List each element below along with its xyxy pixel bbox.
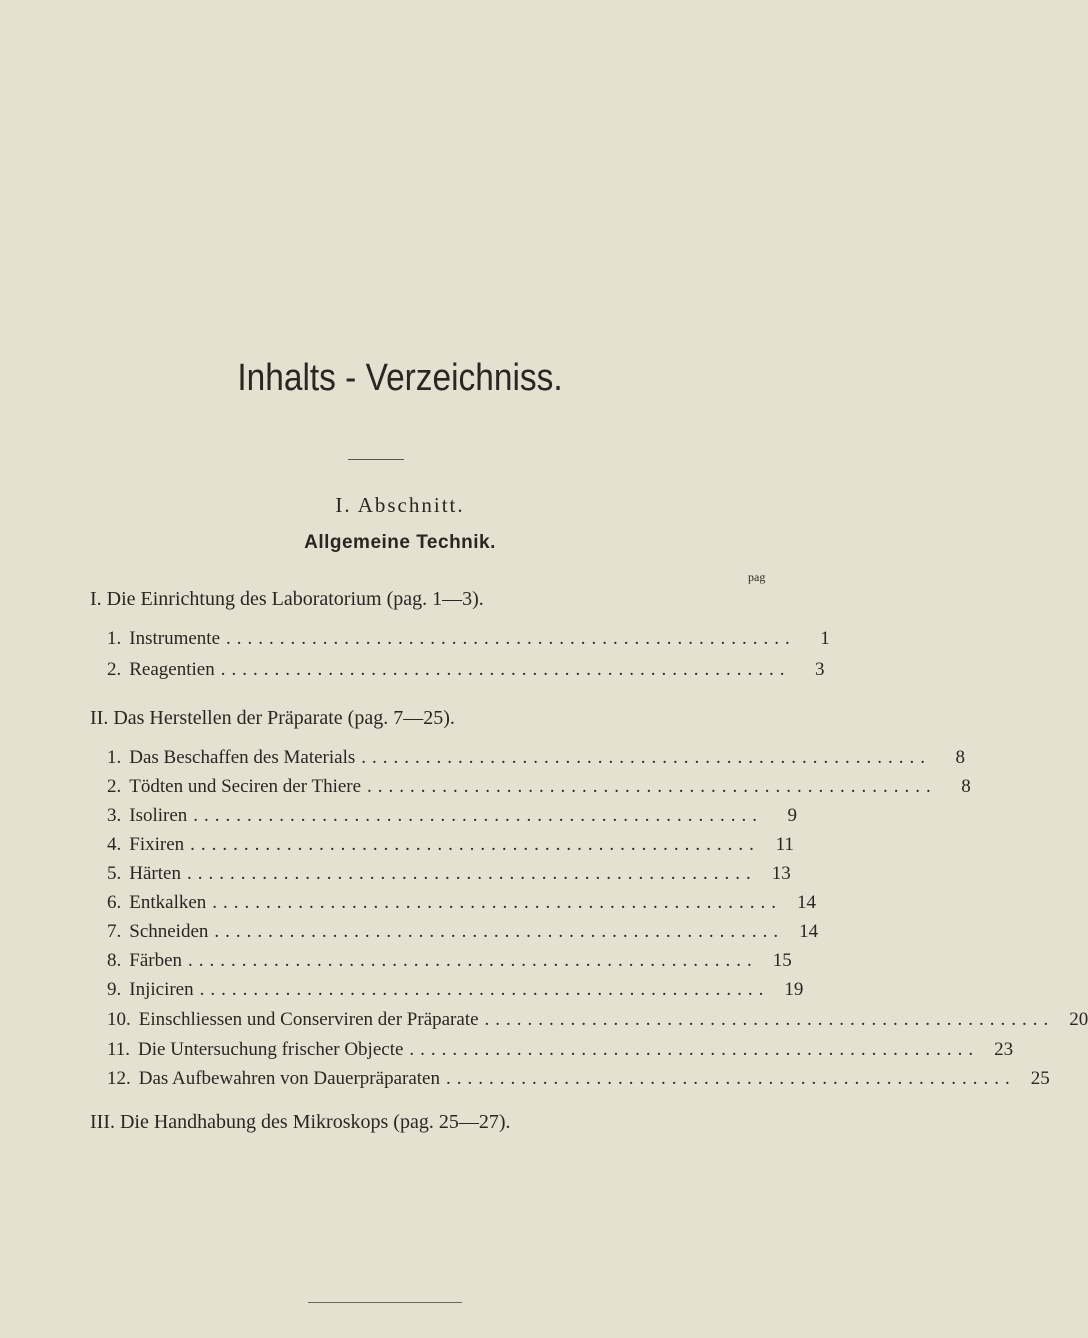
entry-number: 8. [107, 950, 122, 971]
leader-dots: ..................................................... [445, 1068, 1016, 1089]
entry-number: 3. [107, 805, 122, 826]
entry-number: 9. [107, 979, 122, 1000]
section-heading: I. Abschnitt. [335, 493, 465, 517]
entry-page: 14 [799, 921, 819, 942]
entry-page: 25 [1030, 1068, 1050, 1089]
bottom-divider [308, 1302, 462, 1303]
toc-entry [107, 863, 791, 885]
entry-number: 11. [107, 1039, 131, 1060]
group-heading: I. Die Einrichtung des Laboratorium (pag. 1—3). [90, 588, 484, 610]
toc-entry [107, 834, 794, 856]
leader-dots: ..................................................... [186, 863, 757, 884]
toc-entry [107, 921, 819, 943]
entry-number: 5. [107, 863, 122, 884]
entry-label: Einschliessen und Conserviren der Präparate [138, 1009, 479, 1030]
leader-dots: ..................................................... [361, 747, 931, 768]
toc-entry [107, 950, 792, 972]
entry-label: Entkalken [129, 892, 207, 913]
leader-dots: ..................................................... [409, 1039, 980, 1060]
entry-number: 1. [107, 628, 122, 649]
entry-number: 7. [107, 921, 122, 942]
entry-page: 9 [787, 805, 798, 826]
leader-dots: ..................................................... [188, 950, 758, 971]
entry-label: Injiciren [129, 979, 194, 1000]
leader-dots: ..................................................... [220, 659, 791, 680]
leader-dots: ..................................................... [484, 1009, 1055, 1030]
leader-dots: ..................................................... [367, 776, 937, 797]
toc-entry [107, 628, 830, 650]
entry-label: Färben [129, 950, 183, 971]
entry-label: Das Beschaffen des Materials [129, 747, 356, 768]
entry-number: 10. [107, 1009, 131, 1030]
entry-label: Tödten und Seciren der Thiere [129, 776, 362, 797]
page-title: Inhalts - Verzeichniss. [237, 357, 563, 399]
entry-page: 3 [814, 659, 825, 680]
entry-page: 11 [775, 834, 794, 855]
entry-page: 14 [797, 892, 817, 913]
leader-dots: ..................................................... [190, 834, 760, 855]
leader-dots: ..................................................... [199, 979, 770, 1000]
entry-page: 19 [784, 979, 804, 1000]
entry-page: 8 [955, 747, 965, 768]
group-heading: III. Die Handhabung des Mikroskops (pag. 25—27). [90, 1111, 511, 1133]
entry-page: 1 [820, 628, 830, 649]
entry-label: Isoliren [129, 805, 188, 826]
entry-page: 8 [961, 776, 971, 797]
toc-entry [107, 659, 825, 681]
entry-number: 12. [107, 1068, 131, 1089]
entry-label: Die Untersuchung frischer Objecte [138, 1039, 404, 1060]
toc-entry [107, 979, 804, 1001]
page-column-label: pag [748, 570, 766, 584]
title-divider [348, 459, 404, 460]
entry-number: 1. [107, 747, 122, 768]
entry-label: Reagentien [129, 659, 215, 680]
toc-entry [107, 1009, 1088, 1031]
toc-entry [107, 805, 798, 827]
section-subtitle: Allgemeine Technik. [304, 532, 496, 553]
toc-entry [107, 776, 971, 798]
toc-entry [107, 1068, 1050, 1090]
toc-entry [107, 892, 817, 914]
entry-number: 2. [107, 776, 122, 797]
entry-page: 13 [771, 863, 791, 884]
leader-dots: ..................................................... [212, 892, 783, 913]
entry-page: 20 [1069, 1009, 1088, 1030]
entry-page: 23 [994, 1039, 1014, 1060]
entry-number: 2. [107, 659, 122, 680]
leader-dots: ..................................................... [214, 921, 785, 942]
leader-dots: ..................................................... [226, 628, 796, 649]
toc-entry [107, 1039, 1014, 1061]
leader-dots: ..................................................... [193, 805, 764, 826]
group-heading: II. Das Herstellen der Präparate (pag. 7—25). [90, 707, 455, 729]
entry-number: 6. [107, 892, 122, 913]
entry-page: 15 [772, 950, 792, 971]
entry-label: Instrumente [129, 628, 221, 649]
toc-entry [107, 747, 965, 769]
entry-label: Fixiren [129, 834, 185, 855]
entry-number: 4. [107, 834, 122, 855]
entry-label: Schneiden [129, 921, 209, 942]
entry-label: Das Aufbewahren von Dauerpräparaten [138, 1068, 440, 1089]
entry-label: Härten [129, 863, 181, 884]
